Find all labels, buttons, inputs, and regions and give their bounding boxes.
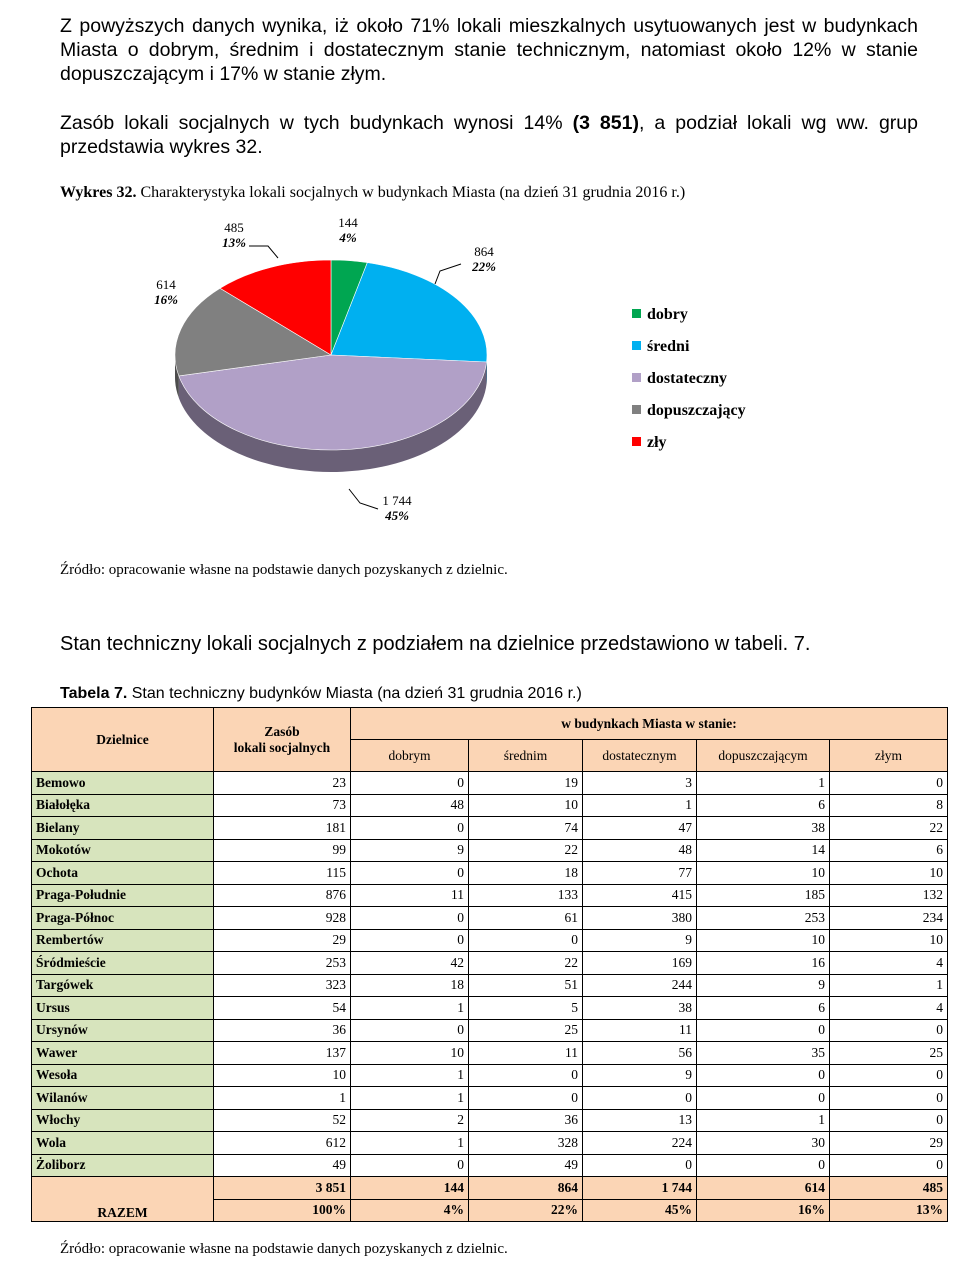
leader-line-średni	[435, 264, 461, 284]
legend-label-zły: zły	[647, 434, 667, 451]
legend-swatch-dopuszczający	[632, 405, 641, 414]
cell-value: 0	[830, 772, 948, 795]
header-zasob-line1: Zasób	[264, 723, 300, 739]
header-zasob	[214, 708, 351, 772]
cell-value: 133	[469, 884, 583, 907]
district-name: Ochota	[32, 862, 214, 885]
slice-value-label: 485	[224, 220, 244, 235]
total-percent: 4%	[351, 1199, 469, 1222]
cell-value: 253	[697, 907, 830, 930]
total-value: 485	[830, 1177, 948, 1200]
cell-value: 1	[351, 1132, 469, 1155]
cell-value: 0	[830, 1154, 948, 1177]
cell-value: 612	[214, 1132, 351, 1155]
cell-value: 10	[697, 862, 830, 885]
cell-value: 11	[469, 1042, 583, 1065]
cell-value: 10	[830, 862, 948, 885]
cell-value: 10	[214, 1064, 351, 1087]
cell-value: 137	[214, 1042, 351, 1065]
table-row	[32, 884, 948, 907]
table-row	[32, 1154, 948, 1177]
paragraph-summary: Z powyższych danych wynika, iż około 71% lokali mieszkalnych usytuowanych jest w budynkach Miasta o dobrym, średnim i dostatecznym stanie technicznym, natomiast około 12% w stanie dopuszczającym i 17% w stanie złym.	[60, 15, 918, 85]
total-percent: 22%	[469, 1199, 583, 1222]
district-name: Bielany	[32, 817, 214, 840]
district-name: Praga-Południe	[32, 884, 214, 907]
cell-value: 3	[583, 772, 697, 795]
slice-percent-label: 4%	[339, 230, 357, 245]
table-row	[32, 997, 948, 1020]
total-percent: 45%	[583, 1199, 697, 1222]
legend-label-dostateczny: dostateczny	[647, 370, 727, 387]
cell-value: 0	[583, 1154, 697, 1177]
table-container	[31, 707, 948, 1222]
cell-value: 4	[830, 952, 948, 975]
district-name: Wola	[32, 1132, 214, 1155]
cell-value: 54	[214, 997, 351, 1020]
slice-value-label: 144	[338, 215, 358, 230]
header-zasob-line2: lokali socjalnych	[233, 739, 331, 755]
cell-value: 10	[697, 929, 830, 952]
table-body	[32, 772, 948, 1177]
chart-caption-label: Wykres 32.	[60, 184, 137, 201]
paragraph-text-end: , a podział lokali wg ww. grup przedstawia wykres 32.	[60, 112, 918, 158]
table-row	[32, 794, 948, 817]
cell-value: 10	[469, 794, 583, 817]
cell-value: 30	[697, 1132, 830, 1155]
cell-value: 48	[351, 794, 469, 817]
table-row	[32, 1109, 948, 1132]
pie-top	[175, 260, 487, 450]
cell-value: 0	[469, 1087, 583, 1110]
cell-value: 380	[583, 907, 697, 930]
cell-value: 0	[351, 907, 469, 930]
cell-value: 224	[583, 1132, 697, 1155]
total-value: 864	[469, 1177, 583, 1200]
cell-value: 0	[830, 1087, 948, 1110]
total-value: 614	[697, 1177, 830, 1200]
cell-value: 323	[214, 974, 351, 997]
leader-line-zły	[249, 246, 278, 258]
legend-swatch-średni	[632, 341, 641, 350]
paragraph-text-start: Zasób lokali socjalnych w tych budynkach wynosi 14%	[60, 112, 573, 134]
cell-value: 0	[583, 1087, 697, 1110]
header-dzielnice: Dzielnice	[32, 708, 214, 772]
district-name: Białołęka	[32, 794, 214, 817]
table-caption-label: Tabela 7.	[60, 685, 128, 702]
table-row	[32, 1042, 948, 1065]
cell-value: 25	[469, 1019, 583, 1042]
legend-swatch-dobry	[632, 309, 641, 318]
cell-value: 0	[351, 1019, 469, 1042]
paragraph-total-count: (3 851)	[572, 112, 639, 134]
district-name: Włochy	[32, 1109, 214, 1132]
cell-value: 5	[469, 997, 583, 1020]
cell-value: 1	[214, 1087, 351, 1110]
table-row	[32, 1132, 948, 1155]
cell-value: 22	[830, 817, 948, 840]
slice-value-label: 864	[474, 244, 494, 259]
cell-value: 0	[469, 1064, 583, 1087]
cell-value: 244	[583, 974, 697, 997]
total-row	[32, 1177, 948, 1200]
table-source: Źródło: opracowanie własne na podstawie danych pozyskanych z dzielnic.	[60, 1241, 508, 1257]
cell-value: 6	[697, 997, 830, 1020]
total-value: 3 851	[214, 1177, 351, 1200]
cell-value: 253	[214, 952, 351, 975]
cell-value: 0	[697, 1019, 830, 1042]
cell-value: 0	[351, 1154, 469, 1177]
cell-value: 0	[469, 929, 583, 952]
table-row	[32, 929, 948, 952]
cell-value: 13	[583, 1109, 697, 1132]
cell-value: 49	[469, 1154, 583, 1177]
cell-value: 0	[351, 929, 469, 952]
total-value: 1 744	[583, 1177, 697, 1200]
cell-value: 38	[697, 817, 830, 840]
cell-value: 234	[830, 907, 948, 930]
cell-value: 0	[830, 1064, 948, 1087]
cell-value: 52	[214, 1109, 351, 1132]
table-row	[32, 839, 948, 862]
table-row	[32, 772, 948, 795]
cell-value: 77	[583, 862, 697, 885]
cell-value: 49	[214, 1154, 351, 1177]
cell-value: 115	[214, 862, 351, 885]
legend-label-dopuszczający: dopuszczający	[647, 402, 746, 419]
cell-value: 35	[697, 1042, 830, 1065]
cell-value: 16	[697, 952, 830, 975]
district-name: Ursus	[32, 997, 214, 1020]
paragraph-social-housing	[60, 111, 918, 159]
cell-value: 22	[469, 839, 583, 862]
cell-value: 56	[583, 1042, 697, 1065]
cell-value: 23	[214, 772, 351, 795]
cell-value: 74	[469, 817, 583, 840]
total-percent: 100%	[214, 1199, 351, 1222]
cell-value: 0	[351, 817, 469, 840]
legend-label-dobry: dobry	[647, 306, 688, 323]
cell-value: 0	[830, 1109, 948, 1132]
total-percent: 13%	[830, 1199, 948, 1222]
slice-percent-label: 22%	[472, 259, 496, 274]
cell-value: 1	[351, 1087, 469, 1110]
cell-value: 1	[697, 772, 830, 795]
cell-value: 4	[830, 997, 948, 1020]
district-name: Praga-Północ	[32, 907, 214, 930]
cell-value: 25	[830, 1042, 948, 1065]
cell-value: 22	[469, 952, 583, 975]
district-name: Bemowo	[32, 772, 214, 795]
cell-value: 48	[583, 839, 697, 862]
cell-value: 415	[583, 884, 697, 907]
cell-value: 18	[469, 862, 583, 885]
cell-value: 36	[469, 1109, 583, 1132]
total-label: RAZEM	[32, 1177, 214, 1222]
slice-value-label: 614	[156, 277, 176, 292]
header-dostatecznym: dostatecznym	[583, 740, 697, 772]
district-name: Żoliborz	[32, 1154, 214, 1177]
cell-value: 10	[351, 1042, 469, 1065]
cell-value: 181	[214, 817, 351, 840]
slice-percent-label: 45%	[385, 508, 409, 523]
cell-value: 51	[469, 974, 583, 997]
cell-value: 99	[214, 839, 351, 862]
cell-value: 10	[830, 929, 948, 952]
cell-value: 36	[214, 1019, 351, 1042]
slice-percent-label: 13%	[222, 235, 246, 250]
cell-value: 0	[351, 772, 469, 795]
cell-value: 0	[351, 862, 469, 885]
slice-percent-label: 16%	[154, 292, 178, 307]
cell-value: 29	[214, 929, 351, 952]
table-row	[32, 1019, 948, 1042]
slice-value-label: 1 744	[382, 493, 412, 508]
cell-value: 0	[830, 1019, 948, 1042]
district-name: Ursynów	[32, 1019, 214, 1042]
cell-value: 0	[697, 1087, 830, 1110]
cell-value: 928	[214, 907, 351, 930]
district-name: Wawer	[32, 1042, 214, 1065]
table-row	[32, 974, 948, 997]
cell-value: 42	[351, 952, 469, 975]
header-group: w budynkach Miasta w stanie:	[351, 708, 948, 740]
district-name: Wesoła	[32, 1064, 214, 1087]
table-row	[32, 817, 948, 840]
cell-value: 14	[697, 839, 830, 862]
district-name: Mokotów	[32, 839, 214, 862]
paragraph-table-intro: Stan techniczny lokali socjalnych z podziałem na dzielnice przedstawiono w tabeli. 7.	[60, 633, 811, 655]
total-percent: 16%	[697, 1199, 830, 1222]
cell-value: 8	[830, 794, 948, 817]
cell-value: 61	[469, 907, 583, 930]
header-dopuszczajacym: dopuszczającym	[697, 740, 830, 772]
cell-value: 1	[583, 794, 697, 817]
table-row	[32, 952, 948, 975]
cell-value: 2	[351, 1109, 469, 1132]
total-value: 144	[351, 1177, 469, 1200]
header-dobrym: dobrym	[351, 740, 469, 772]
table-totals	[32, 1177, 948, 1222]
districts-table	[31, 707, 948, 1222]
cell-value: 1	[697, 1109, 830, 1132]
cell-value: 73	[214, 794, 351, 817]
cell-value: 0	[697, 1154, 830, 1177]
leader-line-dostateczny	[349, 489, 378, 509]
cell-value: 9	[583, 1064, 697, 1087]
chart-source: Źródło: opracowanie własne na podstawie danych pozyskanych z dzielnic.	[60, 562, 508, 578]
district-name: Wilanów	[32, 1087, 214, 1110]
table-row	[32, 1087, 948, 1110]
cell-value: 38	[583, 997, 697, 1020]
cell-value: 9	[697, 974, 830, 997]
chart-caption-text: Charakterystyka lokali socjalnych w budynkach Miasta (na dzień 31 grudnia 2016 r.)	[136, 184, 686, 201]
cell-value: 1	[351, 1064, 469, 1087]
cell-value: 185	[697, 884, 830, 907]
chart-caption	[60, 184, 685, 202]
district-name: Targówek	[32, 974, 214, 997]
cell-value: 9	[583, 929, 697, 952]
cell-value: 47	[583, 817, 697, 840]
pie-chart	[0, 205, 964, 545]
legend-label-średni: średni	[647, 338, 690, 355]
cell-value: 0	[697, 1064, 830, 1087]
district-name: Rembertów	[32, 929, 214, 952]
table-row	[32, 907, 948, 930]
cell-value: 169	[583, 952, 697, 975]
table-row	[32, 1064, 948, 1087]
header-srednim: średnim	[469, 740, 583, 772]
cell-value: 11	[583, 1019, 697, 1042]
cell-value: 18	[351, 974, 469, 997]
cell-value: 876	[214, 884, 351, 907]
legend-swatch-zły	[632, 437, 641, 446]
cell-value: 29	[830, 1132, 948, 1155]
header-zlym: złym	[830, 740, 948, 772]
cell-value: 6	[830, 839, 948, 862]
cell-value: 1	[830, 974, 948, 997]
table-caption	[60, 685, 582, 703]
cell-value: 132	[830, 884, 948, 907]
district-name: Śródmieście	[32, 952, 214, 975]
cell-value: 1	[351, 997, 469, 1020]
table-row	[32, 862, 948, 885]
cell-value: 328	[469, 1132, 583, 1155]
cell-value: 11	[351, 884, 469, 907]
table-caption-text: Stan techniczny budynków Miasta (na dzień 31 grudnia 2016 r.)	[127, 685, 582, 702]
cell-value: 9	[351, 839, 469, 862]
chart-legend	[632, 306, 746, 451]
cell-value: 19	[469, 772, 583, 795]
cell-value: 6	[697, 794, 830, 817]
legend-swatch-dostateczny	[632, 373, 641, 382]
